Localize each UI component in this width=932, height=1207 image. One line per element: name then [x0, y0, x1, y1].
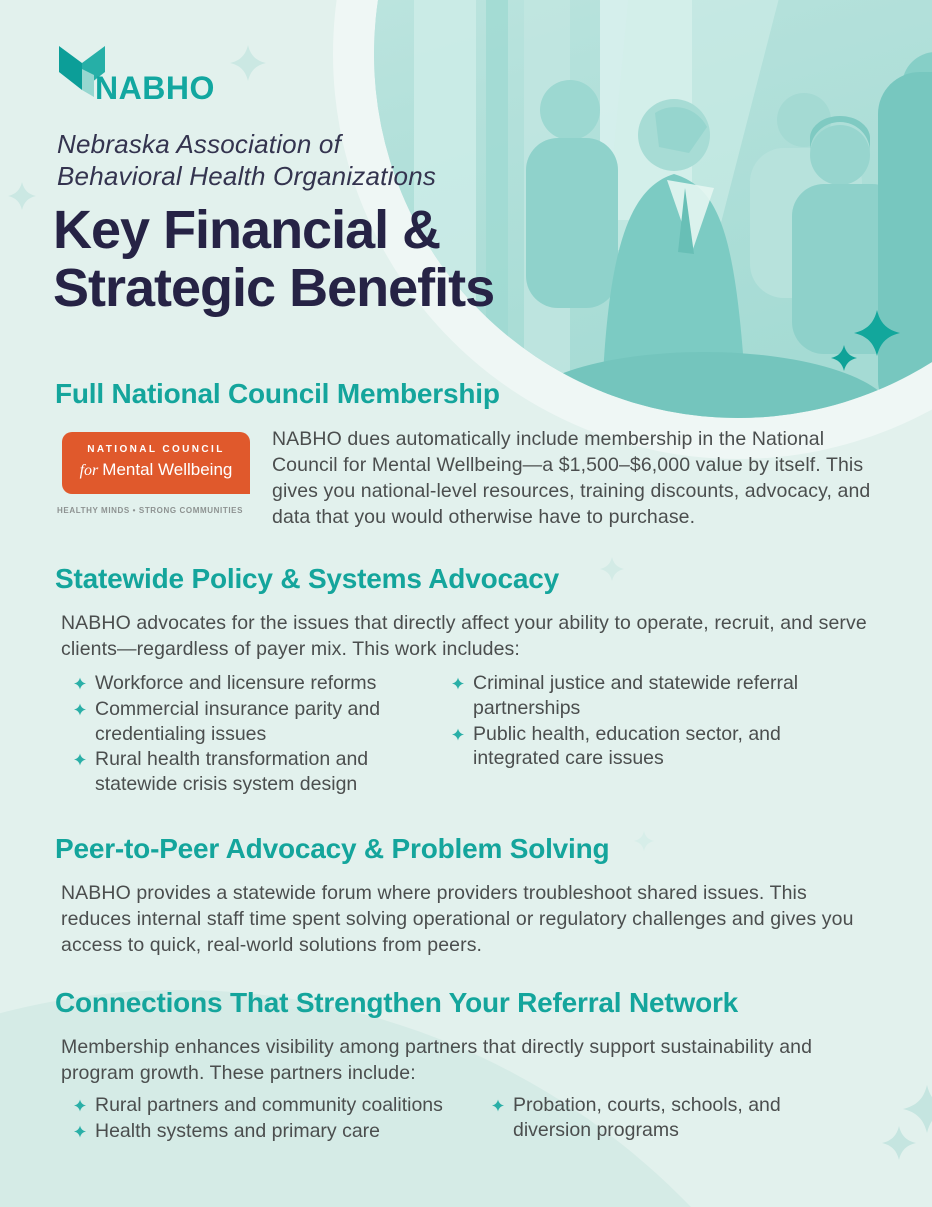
page-title-line2: Strategic Benefits — [53, 257, 495, 318]
list-item — [452, 671, 844, 721]
list-item — [74, 1093, 474, 1118]
star-bullet-icon — [452, 676, 464, 691]
peer-paragraph: NABHO provides a statewide forum where providers troubleshoot shared issues. This reduces internal staff time spent solving operational or regulatory challenges and gives you access to quick, real-world solutions from peers. — [61, 882, 854, 956]
nc-logo-line2 — [80, 460, 233, 480]
list-item-text: Rural health transformation and statewide crisis system design — [95, 748, 369, 795]
star-bullet-icon — [452, 727, 464, 742]
list-item-text: Health systems and primary care — [95, 1119, 381, 1142]
list-item-text: Rural partners and community coalitions — [95, 1094, 443, 1116]
section-heading-membership: Full National Council Membership — [55, 378, 500, 409]
star-bullet-icon — [74, 1098, 86, 1113]
list-item — [452, 722, 844, 772]
sparkle-icon — [882, 1126, 916, 1160]
advocacy-intro: NABHO advocates for the issues that directly affect your ability to operate, recruit, and serve clients—regardless of payer mix. This work includes: — [61, 612, 867, 660]
list-item — [74, 697, 426, 747]
nc-logo-wellbeing: Mental Wellbeing — [102, 460, 233, 480]
nc-logo-tagline: HEALTHY MINDS • STRONG COMMUNITIES — [57, 506, 244, 515]
star-bullet-icon — [492, 1098, 504, 1113]
sparkle-icon — [230, 45, 266, 81]
list-item-text: Commercial insurance parity and credentialing issues — [95, 697, 381, 745]
connections-intro: Membership enhances visibility among partners that directly support sustainability and program growth. These partners include: — [61, 1036, 813, 1084]
list-item-text: Probation, courts, schools, and diversion programs — [513, 1094, 781, 1141]
list-item — [74, 747, 426, 797]
page-title-line1: Key Financial & — [53, 200, 441, 260]
nabho-wordmark: NABHO — [95, 70, 215, 106]
list-item — [74, 1119, 474, 1144]
list-item-text: Public health, education sector, and integrated care issues — [473, 722, 781, 770]
list-item — [492, 1093, 838, 1143]
connections-bullets-left — [74, 1093, 474, 1145]
list-item-text: Criminal justice and statewide referral partnerships — [473, 672, 799, 719]
list-item-text: Workforce and licensure reforms — [95, 672, 377, 694]
page-title — [53, 202, 494, 318]
star-bullet-icon — [74, 676, 86, 691]
sparkle-icon — [831, 345, 857, 371]
org-name-line1: Nebraska Association of — [57, 129, 341, 159]
org-name-subtitle — [57, 128, 436, 192]
star-bullet-icon — [74, 1124, 86, 1139]
national-council-logo — [62, 432, 250, 494]
membership-paragraph: NABHO dues automatically include membership in the National Council for Mental Wellbeing—a $1,500–$6,000 value by itself. This gives you national-level resources, training discounts, advocacy, and data that you would otherwise have to purchase. — [272, 428, 871, 528]
section-heading-peer: Peer-to-Peer Advocacy & Problem Solving — [55, 833, 610, 864]
section-heading-advocacy: Statewide Policy & Systems Advocacy — [55, 563, 559, 594]
nc-logo-line1: NATIONAL COUNCIL — [87, 444, 225, 456]
advocacy-bullets-left — [74, 671, 426, 798]
connections-bullets-right — [492, 1093, 838, 1144]
nc-logo-for: for — [79, 462, 99, 480]
sparkle-icon — [634, 831, 654, 851]
sparkle-icon — [854, 310, 900, 356]
advocacy-bullets-right — [452, 671, 844, 772]
star-bullet-icon — [74, 702, 86, 717]
org-name-line2: Behavioral Health Organizations — [57, 161, 437, 192]
section-heading-connections: Connections That Strengthen Your Referral Network — [55, 987, 739, 1018]
sparkle-icon — [600, 557, 624, 581]
star-bullet-icon — [74, 752, 86, 767]
sparkle-icon — [8, 182, 36, 210]
list-item — [74, 671, 426, 696]
